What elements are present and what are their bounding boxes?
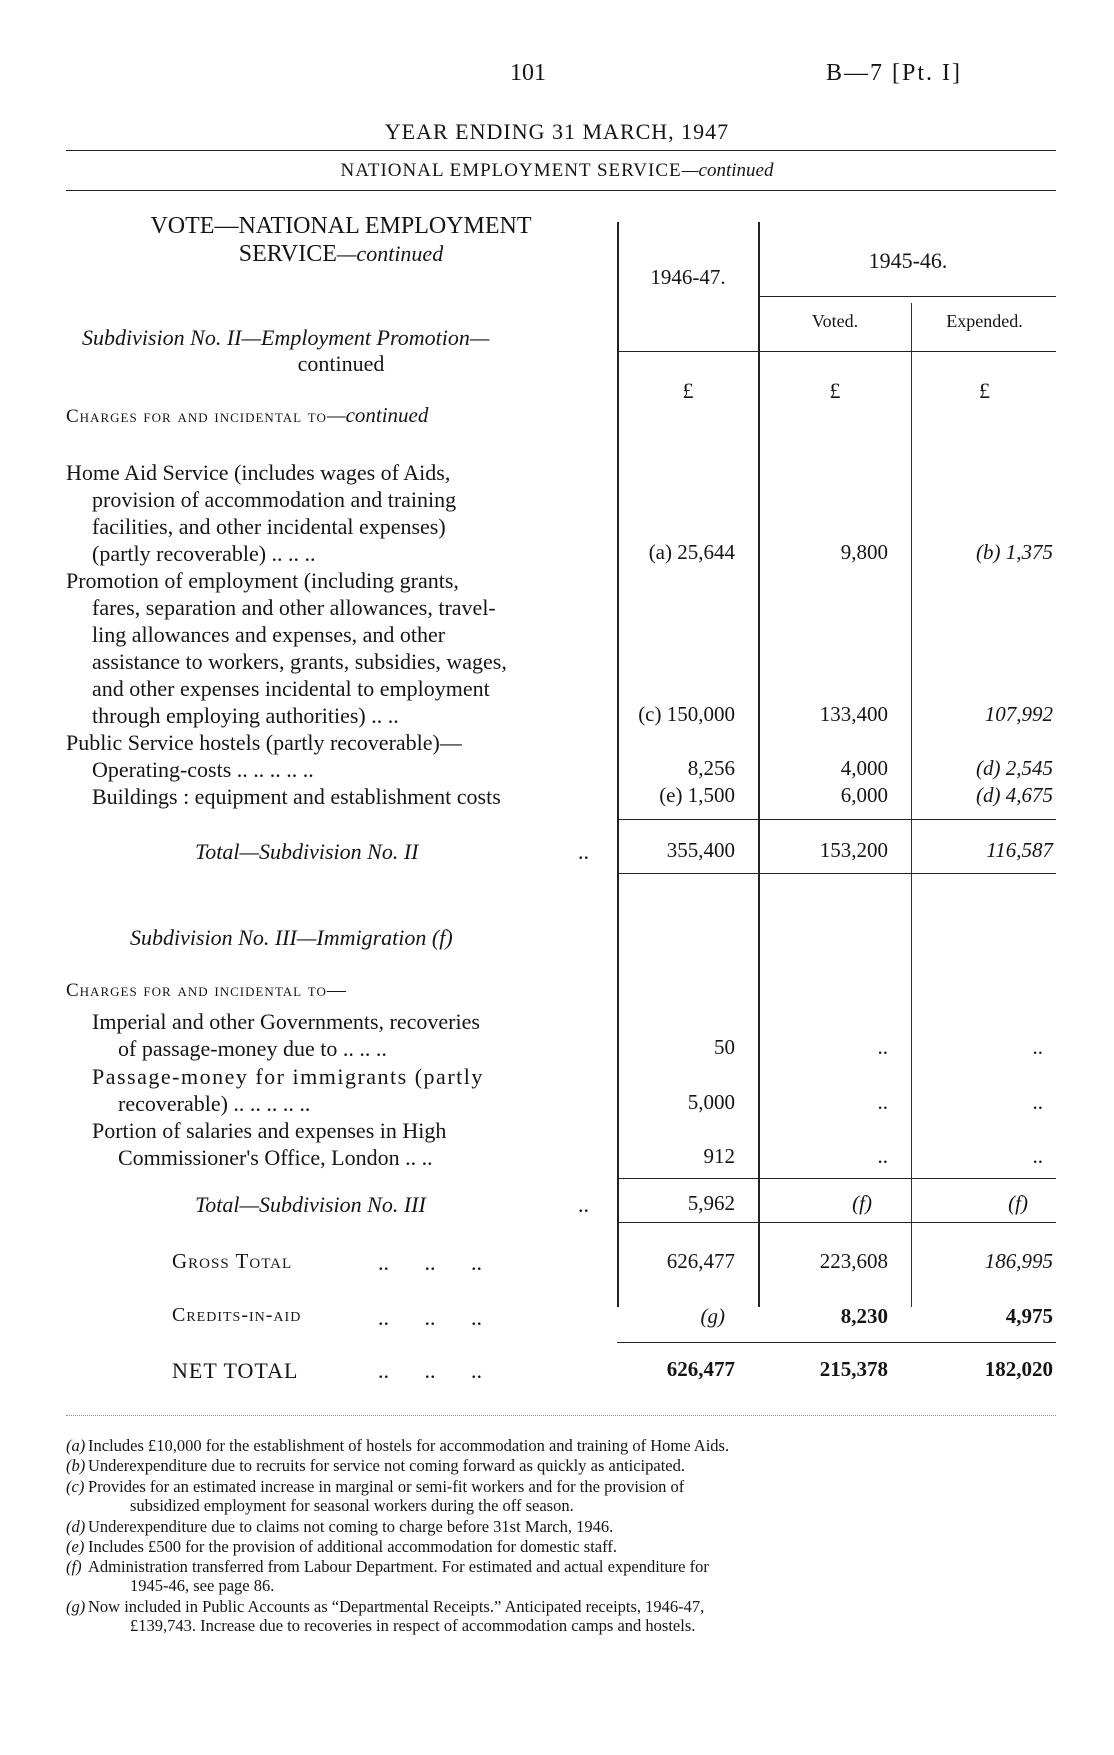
value-buildings-1946: (e) 1,500	[659, 783, 735, 807]
item-public-service-hostels: Public Service hostels (partly recoverable)—	[66, 730, 462, 755]
value-commissioner-expended: ..	[1032, 1144, 1043, 1168]
subdivision-3-title: Subdivision No. III—Immigration (f)	[130, 925, 453, 950]
footnote-b: (b) Underexpenditure due to recruits for service not coming forward as quickly as anticipated.	[66, 1456, 685, 1475]
total-subdivision-2-voted: 153,200	[819, 838, 888, 862]
charges-heading: Charges for and incidental to—continued	[66, 403, 429, 427]
value-promotion-expended: 107,992	[984, 702, 1053, 726]
column-1946-47: 1946-47.	[650, 265, 726, 289]
column-voted: Voted.	[811, 311, 859, 331]
year-rule	[758, 296, 1056, 297]
leader-dots: .. .. ..	[378, 1358, 482, 1383]
column-1945-46: 1945-46.	[868, 248, 948, 273]
total-subdivision-3-expended: (f)	[1008, 1191, 1028, 1215]
page-reference: B—7 [Pt. I]	[826, 60, 962, 86]
value-promotion-1946: (c) 150,000	[638, 702, 735, 726]
footnote-f: (f) Administration transferred from Labour Department. For estimated and actual expenditure for 1945-46, see page 86.	[66, 1557, 709, 1595]
subdivision-2-continued: continued	[297, 351, 385, 376]
subtotal-rule	[617, 1178, 1056, 1179]
gross-total-1946: 626,477	[666, 1249, 735, 1273]
leader-dots: .. .. ..	[378, 1250, 482, 1275]
gross-total-voted: 223,608	[819, 1249, 888, 1273]
item-recoveries-passage-money: Imperial and other Governments, recoveries of passage-money due to .. .. ..	[92, 1009, 480, 1061]
credits-in-aid-voted: 8,230	[840, 1304, 888, 1328]
vote-title-line1: VOTE—NATIONAL EMPLOYMENT	[150, 213, 532, 239]
net-total-1946: 626,477	[666, 1357, 735, 1381]
credits-in-aid-expended: 4,975	[1005, 1304, 1053, 1328]
value-promotion-voted: 133,400	[819, 702, 888, 726]
total-subdivision-3-label: Total—Subdivision No. III	[195, 1192, 426, 1217]
page-number: 101	[510, 60, 546, 86]
net-total-rule	[617, 1342, 1056, 1343]
net-total-voted: 215,378	[819, 1357, 888, 1381]
col-divider-3	[911, 303, 912, 1307]
footnote-c: (c) Provides for an estimated increase in marginal or semi-fit workers and for the provision of subsidized employment for seasonal workers during the off season.	[66, 1477, 685, 1515]
item-passage-money-immigrants: Passage-money for immigrants (partly recoverable) .. .. .. .. ..	[92, 1064, 484, 1116]
header-rule	[66, 150, 1056, 151]
value-passage-expended: ..	[1032, 1090, 1043, 1114]
leader-dots: .. .. ..	[378, 1305, 482, 1330]
footnote-separator	[66, 1415, 1056, 1416]
item-buildings: Buildings : equipment and establishment costs	[92, 784, 501, 809]
vote-title-line2: SERVICE—continued	[238, 241, 444, 267]
footnote-e: (e) Includes £500 for the provision of additional accommodation for domestic staff.	[66, 1537, 617, 1556]
value-recoveries-expended: ..	[1032, 1035, 1043, 1059]
value-operating-voted: 4,000	[840, 756, 888, 780]
subtotal-rule	[617, 819, 1056, 820]
value-operating-expended: (d) 2,545	[976, 756, 1053, 780]
total-subdivision-2-expended: 116,587	[986, 838, 1053, 862]
value-home-aid-1946: (a) 25,644	[648, 540, 735, 564]
charges-heading-3: Charges for and incidental to—	[66, 980, 347, 1001]
subdivision-2-title: Subdivision No. II—Employment Promotion—	[82, 325, 490, 350]
unit-pound: £	[979, 378, 990, 403]
value-recoveries-voted: ..	[877, 1035, 888, 1059]
value-home-aid-expended: (b) 1,375	[976, 540, 1053, 564]
credits-in-aid-label: Credits-in-aid	[172, 1304, 302, 1326]
value-home-aid-voted: 9,800	[840, 540, 888, 564]
total-subdivision-3-voted: (f)	[852, 1191, 872, 1215]
item-high-commissioner: Portion of salaries and expenses in High Commissioner's Office, London .. ..	[92, 1118, 447, 1170]
department-rule	[66, 190, 1056, 191]
credits-in-aid-1946: (g)	[700, 1304, 725, 1328]
value-recoveries-1946: 50	[714, 1035, 735, 1059]
subtotal-rule	[617, 873, 1056, 874]
value-passage-voted: ..	[877, 1090, 888, 1114]
gross-total-expended: 186,995	[984, 1249, 1053, 1273]
column-header-rule	[617, 351, 1056, 352]
value-buildings-voted: 6,000	[840, 783, 888, 807]
footnote-a: (a) Includes £10,000 for the establishment of hostels for accommodation and training of Home Aids.	[66, 1436, 730, 1455]
item-operating-costs: Operating-costs .. .. .. .. ..	[92, 757, 314, 782]
unit-pound: £	[682, 378, 694, 403]
value-commissioner-1946: 912	[703, 1144, 735, 1168]
year-heading: YEAR ENDING 31 MARCH, 1947	[384, 119, 730, 144]
gross-total-label: Gross Total	[172, 1249, 293, 1273]
column-expended: Expended.	[946, 311, 1023, 331]
department-heading: NATIONAL EMPLOYMENT SERVICE—continued	[340, 160, 774, 181]
value-passage-1946: 5,000	[687, 1090, 735, 1114]
item-home-aid-service: Home Aid Service (includes wages of Aids, provision of accommodation and training facilities, and other incidental expenses) (partly recoverable) .. .. ..	[66, 460, 457, 566]
item-promotion-of-employment: Promotion of employment (including grants, fares, separation and other allowances, travel- ling allowances and expenses, and other assistance to workers, grants, subsidies, wages, and other expenses incidental to employment through employing authorities) .. ..	[66, 568, 507, 728]
value-buildings-expended: (d) 4,675	[976, 783, 1053, 807]
footnote-d: (d) Underexpenditure due to claims not coming to charge before 31st March, 1946.	[66, 1517, 614, 1536]
subtotal-rule	[617, 1222, 1056, 1223]
leader-dots: ..	[578, 839, 589, 864]
total-subdivision-2-1946: 355,400	[666, 838, 735, 862]
value-operating-1946: 8,256	[687, 756, 735, 780]
value-commissioner-voted: ..	[877, 1144, 888, 1168]
unit-pound: £	[829, 378, 841, 403]
net-total-label: NET TOTAL	[172, 1358, 299, 1383]
total-subdivision-3-1946: 5,962	[687, 1191, 735, 1215]
footnote-g: (g) Now included in Public Accounts as “Departmental Receipts.” Anticipated receipts, 1946-47, £139,743. Increase due to recoveries in respect of accommodation camps and hostels.	[66, 1597, 705, 1635]
total-subdivision-2-label: Total—Subdivision No. II	[195, 839, 419, 864]
net-total-expended: 182,020	[984, 1357, 1053, 1381]
leader-dots: ..	[578, 1192, 589, 1217]
